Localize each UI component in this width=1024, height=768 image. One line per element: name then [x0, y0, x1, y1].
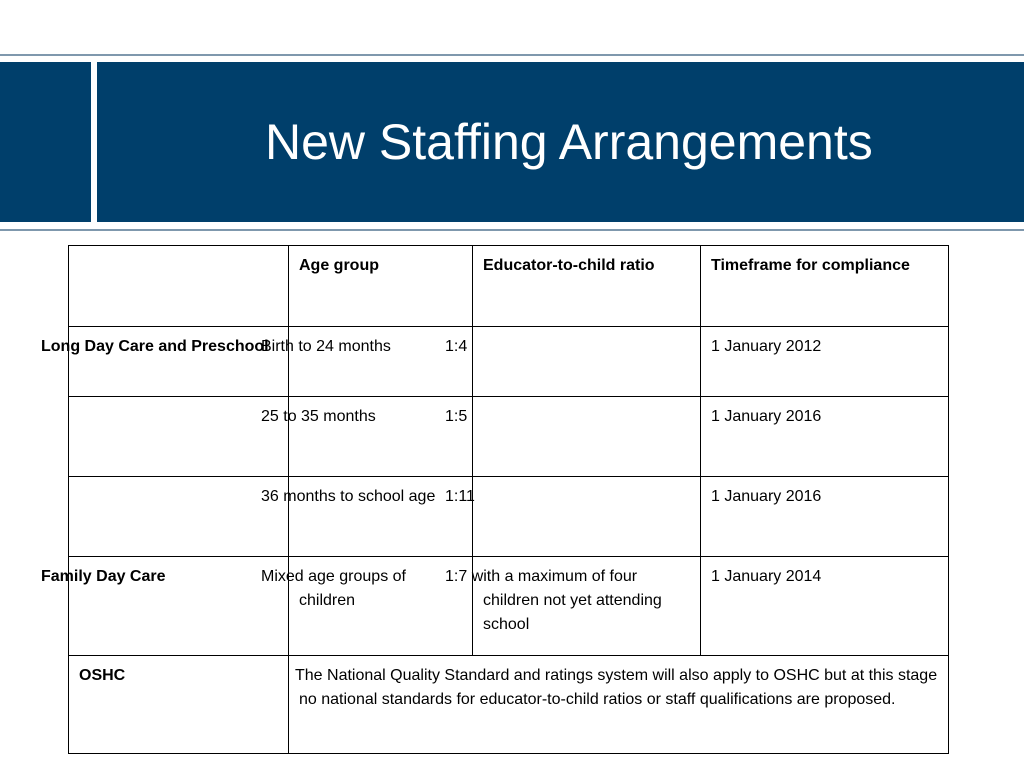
header-cell-ratio: Educator-to-child ratio — [473, 246, 701, 327]
table-row — [69, 557, 949, 656]
table-header-row — [69, 246, 949, 327]
timeframe-cell: 1 January 2012 — [701, 327, 949, 397]
service-cell: Family Day Care — [69, 557, 289, 656]
timeframe-cell: 1 January 2016 — [701, 477, 949, 557]
ratio-cell: 1:5 — [473, 397, 701, 477]
table-row — [69, 327, 949, 397]
slide-title: New Staffing Arrangements — [265, 114, 873, 170]
banner-divider — [91, 62, 97, 222]
oshc-note-cell: The National Quality Standard and ratings system will also apply to OSHC but at this stage no national standards for educator-to-child ratios or staff qualifications are proposed. — [289, 656, 949, 754]
age-cell: 36 months to school age — [289, 477, 473, 557]
service-cell — [69, 397, 289, 477]
table-row — [69, 477, 949, 557]
ratio-cell: 1:11 — [473, 477, 701, 557]
bottom-rule — [0, 229, 1024, 231]
title-banner — [0, 62, 1024, 222]
timeframe-cell: 1 January 2014 — [701, 557, 949, 656]
staffing-table — [41, 245, 949, 754]
service-cell — [69, 477, 289, 557]
header-cell-timeframe: Timeframe for compliance — [701, 246, 949, 327]
age-cell: Mixed age groups of children — [289, 557, 473, 656]
service-cell: Long Day Care and Preschool — [69, 327, 289, 397]
timeframe-cell: 1 January 2016 — [701, 397, 949, 477]
header-cell-service — [69, 246, 289, 327]
ratio-cell: 1:7 with a maximum of four children not yet attending school — [473, 557, 701, 656]
age-cell: 25 to 35 months — [289, 397, 473, 477]
header-cell-age-group: Age group — [289, 246, 473, 327]
table-row-oshc — [69, 656, 949, 754]
service-cell: OSHC — [69, 656, 289, 754]
top-rule — [0, 54, 1024, 56]
table-row — [69, 397, 949, 477]
age-cell: Birth to 24 months — [289, 327, 473, 397]
ratio-cell: 1:4 — [473, 327, 701, 397]
